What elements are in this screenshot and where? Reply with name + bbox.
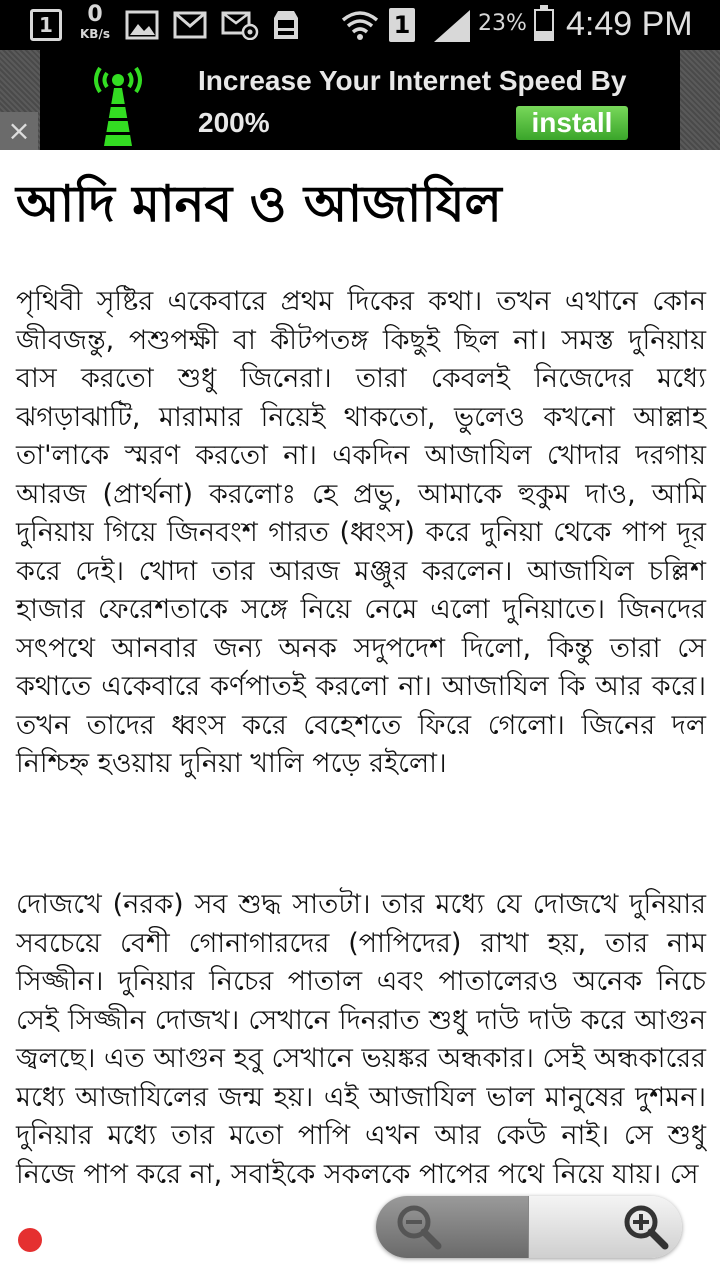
zoom-in-button[interactable]	[528, 1196, 683, 1258]
notification-count: 1	[39, 13, 53, 37]
install-button[interactable]: install	[516, 106, 628, 140]
article-paragraph-1: পৃথিবী সৃষ্টির একেবারে প্রথম দিকের কথা। তখন এখানে কোন জীবজন্তু, পশুপক্ষী বা কীটপতঙ্গ কিছুই ছিল না। সমস্ত দুনিয়ায় বাস করতো শুধু জিনেরা। তারা কেবলই নিজেদের মধ্যে ঝগড়াঝাটি, মারামার নিয়েই থাকতো, ভুলেও কখনো আল্লাহ তা'লাকে স্মরণ করতো না। একদিন আজাযিল খোদার দরগায় আরজ (প্রার্থনা) করলোঃ হে প্রভু, আমাকে হুকুম দাও, আমি দুনিয়ায় গিয়ে জিনবংশ গারত (ধ্বংস) করে দুনিয়া থেকে পাপ দূর করে দেই। খোদা তার আরজ মঞ্জুর করলেন। আজাযিল চল্লিশ হাজার ফেরেশতাকে সঙ্গে নিয়ে নেমে এলো দুনিয়াতে। জিনদের সৎপথে আনবার জন্য অনক সদুপদেশ দিলো, কিন্তু তারা সে কথাতে একেবারে কর্ণপাতই করলো না। আজাযিল কি আর করে। তখন তাদের ধ্বংস করে বেহেশতে ফিরে গেলো। জিনের দল নিশ্চিহ্ন হওয়ায় দুনিয়া খালি পড়ে রইলো।	[16, 286, 706, 779]
article-paragraph-2: দোজখে (নরক) সব শুদ্ধ সাতটা। তার মধ্যে যে দোজখে দুনিয়ার সবচেয়ে বেশী গোনাগারদের (পাপিদের) রাখা হয়, তার নাম সিজ্জীন। দুনিয়ার নিচের পাতাল এবং পাতালেরও অনেক নিচে সেই সিজ্জীন দোজখ। সেখানে দিনরাত শুধু দাউ দাউ করে আগুন জ্বলছে। এত আগুন হবু সেখানে ভয়ঙ্কর অন্ধকার। সেই অন্ধকারের মধ্যে আজাযিলের জন্ম হয়। এই আজাযিল ভাল মানুষের দুশমন। দুনিয়ার মধ্যে তার মতো পাপি এখন আর কেউ নাই। সে শুধু নিজে পাপ করে না, সবাইকে সকলকে পাপের পথে নিয়ে যায়। সে	[16, 889, 706, 1190]
zoom-out-button[interactable]	[376, 1196, 528, 1258]
ad-headline[interactable]: Increase Your Internet Speed By 200%	[198, 65, 627, 138]
sim-number: 1	[393, 11, 411, 39]
touch-indicator-dot	[18, 1228, 42, 1252]
zoom-in-icon	[621, 1202, 671, 1252]
sim-icon	[389, 8, 415, 42]
wifi-icon	[340, 9, 380, 41]
email-icon	[220, 9, 260, 41]
gmail-icon	[172, 9, 208, 41]
battery-icon	[534, 9, 554, 41]
ad-close-button[interactable]: ×	[0, 112, 38, 150]
image-icon	[124, 9, 160, 41]
ad-content[interactable]	[40, 50, 680, 150]
signal-icon	[434, 10, 470, 42]
galaxy-app-icon	[270, 9, 302, 41]
article-title: আদি মানব ও আজাযিল	[16, 175, 502, 233]
battery-percent: 23%	[478, 11, 527, 36]
network-speed-value: 0	[87, 2, 103, 27]
zoom-out-icon	[394, 1202, 444, 1252]
signal-tower-icon	[88, 60, 148, 146]
notification-count-icon	[30, 9, 62, 41]
clock: 4:49 PM	[566, 5, 693, 43]
network-speed-unit: KB/s	[80, 27, 110, 41]
status-bar	[0, 0, 720, 50]
network-speed	[75, 4, 115, 40]
ad-banner[interactable]	[0, 50, 720, 150]
zoom-control	[376, 1196, 682, 1258]
battery-level	[536, 31, 552, 39]
